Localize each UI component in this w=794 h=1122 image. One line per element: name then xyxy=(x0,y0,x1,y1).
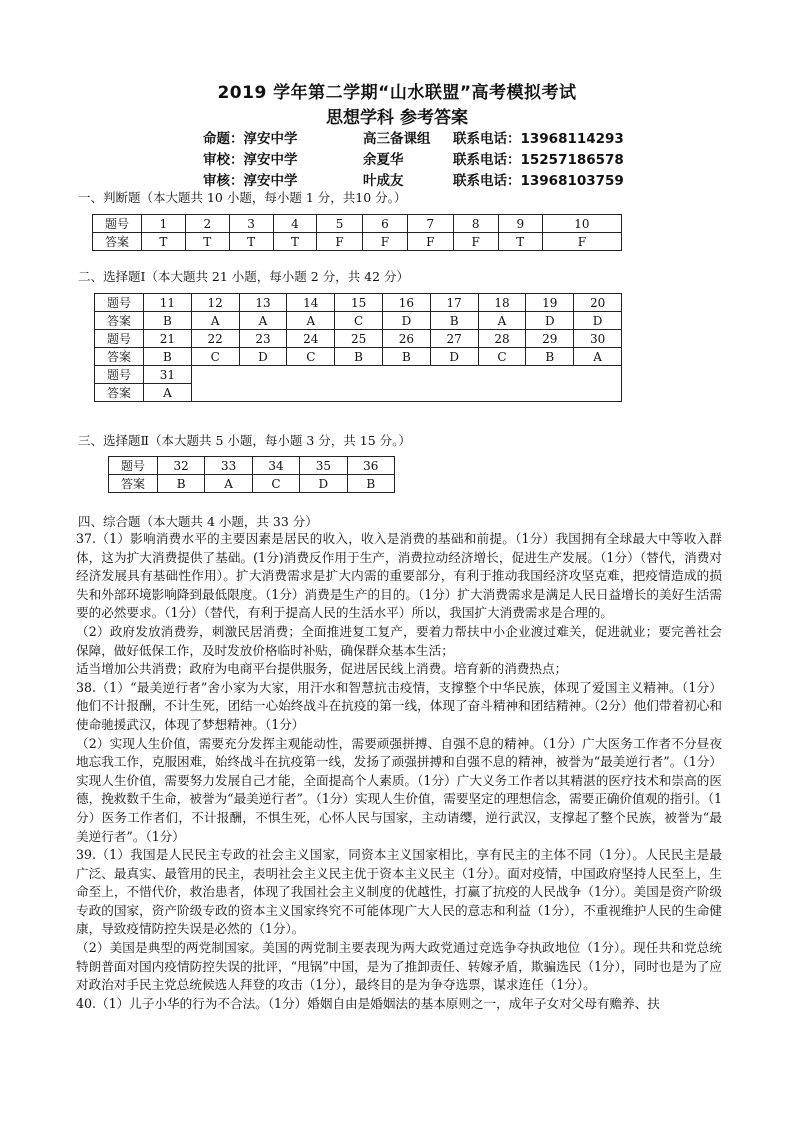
table-cell: 30 xyxy=(574,330,622,348)
answer-label: 答案 xyxy=(109,475,158,493)
table-cell: 25 xyxy=(335,330,383,348)
table-row xyxy=(95,312,622,330)
table-cell: T xyxy=(498,233,542,251)
table-cell: 2 xyxy=(185,215,229,233)
table-cell: 27 xyxy=(430,330,478,348)
credit-phone: 联系电话：13968114293 xyxy=(453,131,624,147)
table-cell: 19 xyxy=(526,294,574,312)
table-cell: B xyxy=(144,348,192,366)
table-cell: D xyxy=(239,348,287,366)
table-cell: 12 xyxy=(191,294,239,312)
table-cell: F xyxy=(317,233,362,251)
credit-person: 高三备课组 xyxy=(363,131,431,147)
table-cell: B xyxy=(430,312,478,330)
table-row xyxy=(93,215,622,233)
number-label: 题号 xyxy=(95,294,144,312)
table-row xyxy=(109,475,395,493)
subject-title: 思想学科 参考答案 xyxy=(326,108,468,128)
credit-role: 审校：淳安中学 xyxy=(203,152,298,168)
table-row xyxy=(95,330,622,348)
table-row xyxy=(95,294,622,312)
table-row xyxy=(109,457,395,475)
table-cell: F xyxy=(408,233,453,251)
table-cell: F xyxy=(453,233,498,251)
table-cell: 35 xyxy=(300,457,347,475)
table-cell: 16 xyxy=(382,294,430,312)
table-cell: 18 xyxy=(478,294,526,312)
section4-heading: 四、综合题（本大题共 4 小题，共 33 分） xyxy=(78,514,318,529)
table-row xyxy=(93,233,622,251)
table-cell: D xyxy=(430,348,478,366)
table-cell: 4 xyxy=(273,215,317,233)
table-cell: 29 xyxy=(526,330,574,348)
table-cell: 1 xyxy=(142,215,186,233)
table-cell: T xyxy=(142,233,186,251)
table-cell: 17 xyxy=(430,294,478,312)
credit-role: 命题：淳安中学 xyxy=(203,131,298,147)
table-cell: F xyxy=(362,233,407,251)
empty-area xyxy=(191,366,621,402)
table-cell: A xyxy=(191,312,239,330)
credit-person: 叶成友 xyxy=(363,173,404,189)
answer-paragraph: 40.（1）儿子小华的行为不合法。（1分）婚姻自由是婚姻法的基本原则之一，成年子女对父母有赡养、扶 xyxy=(76,995,660,1011)
table-cell: 20 xyxy=(574,294,622,312)
answer-paragraph: （2）政府发放消费券，刺激民居消费；全面推进复工复产，要着力帮扶中小企业渡过难关，促进就业；要完善社会保障，做好低保工作，及时发放价格临时补贴，确保群众基本生活； xyxy=(76,623,722,658)
table-cell: D xyxy=(526,312,574,330)
table-cell: 9 xyxy=(498,215,542,233)
credit-phone: 联系电话：13968103759 xyxy=(453,173,624,189)
table-cell: 26 xyxy=(382,330,430,348)
table-cell: 6 xyxy=(362,215,407,233)
table-cell: 7 xyxy=(408,215,453,233)
answer-paragraph: 适当增加公共消费；政府为电商平台提供服务，促进居民线上消费。培育新的消费热点； xyxy=(76,661,568,677)
exam-title: 2019 学年第二学期“山水联盟”高考模拟考试 xyxy=(217,83,577,103)
table-cell: A xyxy=(205,475,252,493)
credit-phone: 联系电话：15257186578 xyxy=(453,152,624,168)
table-cell: 3 xyxy=(229,215,273,233)
answer-label: 答案 xyxy=(95,384,144,402)
table-cell: B xyxy=(335,348,383,366)
table-cell: 23 xyxy=(239,330,287,348)
table-cell: A xyxy=(478,312,526,330)
table-cell: 32 xyxy=(158,457,205,475)
table-cell: 14 xyxy=(287,294,335,312)
table-cell: 33 xyxy=(205,457,252,475)
answer-paragraph: （2）实现人生价值，需要充分发挥主观能动性，需要顽强拼搏、自强不息的精神。（1分）广大医务工作者不分昼夜地忘我工作，克服困难，始终战斗在抗疫第一线，发扬了顽强拼搏和自强不息的精神，被誉为“最美逆行者”。（1分）实现人生价值，需要努力发展自己才能，全面提高个人素质。（1分）广大义务工作者以其精湛的医疗技术和崇高的医德，挽救数千生命，被誉为“最美逆行者”。（1分）实现人生价值，需要坚定的理想信念，需要正确价值观的指引。（1分）医务工作者们，不计报酬，不惧生死，心怀人民与国家，主动请缨，逆行武汉，支撑起了整个民族，被誉为“最美逆行者”。（1分） xyxy=(76,735,722,844)
credit-person: 余夏华 xyxy=(363,152,404,168)
answer-paragraph: 39.（1）我国是人民民主专政的社会主义国家，同资本主义国家相比，享有民主的主体不同（1分）。人民民主是最广泛、最真实、最管用的民主，表明社会主义民主优于资本主义民主（1分）。面对疫情，中国政府坚持人民至上，生命至上，不惜代价，救治患者，体现了我国社会主义制度的优越性，打赢了抗疫的人民战争（1分）。美国是资产阶级专政的国家，资产阶级专政的资本主义国家终究不可能体现广大人民的意志和利益（1分），不重视维护人民的生命健康，导致疫情防控失误是必然的（1分）。 xyxy=(76,847,722,937)
table-cell: B xyxy=(144,312,192,330)
number-label: 题号 xyxy=(93,215,142,233)
answer-label: 答案 xyxy=(93,233,142,251)
section3-answer-table xyxy=(108,456,395,493)
table-cell: T xyxy=(185,233,229,251)
table-cell: B xyxy=(382,348,430,366)
table-cell: 10 xyxy=(542,215,621,233)
table-cell: A xyxy=(574,348,622,366)
table-cell: 15 xyxy=(335,294,383,312)
table-cell: C xyxy=(335,312,383,330)
table-cell: B xyxy=(158,475,205,493)
table-cell: C xyxy=(191,348,239,366)
table-cell: B xyxy=(347,475,394,493)
table-row xyxy=(95,348,622,366)
answer-paragraph: 37.（1）影响消费水平的主要因素是居民的收入，收入是消费的基础和前提。（1分）我国拥有全球最大中等收入群体，这为扩大消费提供了基础。(1分)消费反作用于生产，消费拉动经济增长，促进生产发展。（1分）（替代，消费对经济发展具有基础性作用）。扩大消费需求是扩大内需的重要部分，有利于推动我国经济攻坚克难，把疫情造成的损失和外部环境影响降到最低限度。（1分）消费是生产的目的。（1分）扩大消费需求是满足人民日益增长的美好生活需要的必然要求。（1分）（替代，有利于提高人民的生活水平）所以，我国扩大消费需求是合理的。 xyxy=(76,531,722,621)
table-cell: C xyxy=(478,348,526,366)
answer-label: 答案 xyxy=(95,312,144,330)
table-cell: 13 xyxy=(239,294,287,312)
table-cell: B xyxy=(526,348,574,366)
answer-paragraph: （2）美国是典型的两党制国家。美国的两党制主要表现为两大政党通过竞选争夺执政地位（1分）。现任共和党总统特朗普面对国内疫情防控失误的批评，“甩锅”中国，是为了推卸责任、转嫁矛盾，欺骗选民（1分），同时也是为了应对政治对手民主党总统候选人拜登的攻击（1分），最终目的是为争夺选票，谋求连任（1分）。 xyxy=(76,940,722,993)
table-cell: D xyxy=(300,475,347,493)
table-cell: 31 xyxy=(144,366,192,384)
table-cell: 28 xyxy=(478,330,526,348)
table-cell: T xyxy=(273,233,317,251)
table-cell: C xyxy=(287,348,335,366)
table-cell: D xyxy=(382,312,430,330)
section2-heading: 二、选择题Ⅰ（本大题共 21 小题，每小题 2 分，共 42 分） xyxy=(78,269,410,284)
table-cell: A xyxy=(239,312,287,330)
table-cell: 8 xyxy=(453,215,498,233)
table-cell: D xyxy=(574,312,622,330)
table-cell: F xyxy=(542,233,621,251)
answer-paragraph: 38.（1）“最美逆行者”舍小家为大家，用汗水和智慧抗击疫情，支撑整个中华民族，体现了爱国主义精神。（1分）他们不计报酬，不计生死，团结一心始终战斗在抗疫的第一线，体现了奋斗精神和团结精神。（2分）他们带着初心和使命驰援武汉，体现了梦想精神。（1分） xyxy=(76,679,722,732)
table-cell: 11 xyxy=(144,294,192,312)
table-row xyxy=(95,366,622,384)
section1-answer-table xyxy=(92,214,622,251)
table-cell: C xyxy=(252,475,299,493)
section2-answer-table xyxy=(94,293,622,402)
table-cell: A xyxy=(144,384,192,402)
answer-label: 答案 xyxy=(95,348,144,366)
credit-role: 审核：淳安中学 xyxy=(203,173,298,189)
section1-heading: 一、判断题（本大题共 10 小题，每小题 1 分，共10 分。） xyxy=(78,190,407,205)
section4-body xyxy=(76,530,722,1013)
table-cell: T xyxy=(229,233,273,251)
number-label: 题号 xyxy=(95,330,144,348)
table-cell: 22 xyxy=(191,330,239,348)
table-cell: 34 xyxy=(252,457,299,475)
section3-heading: 三、选择题Ⅱ（本大题共 5 小题，每小题 3 分，共 15 分。） xyxy=(78,433,411,448)
number-label: 题号 xyxy=(109,457,158,475)
table-cell: 21 xyxy=(144,330,192,348)
table-cell: 24 xyxy=(287,330,335,348)
table-cell: 5 xyxy=(317,215,362,233)
table-cell: A xyxy=(287,312,335,330)
table-cell: 36 xyxy=(347,457,394,475)
number-label: 题号 xyxy=(95,366,144,384)
